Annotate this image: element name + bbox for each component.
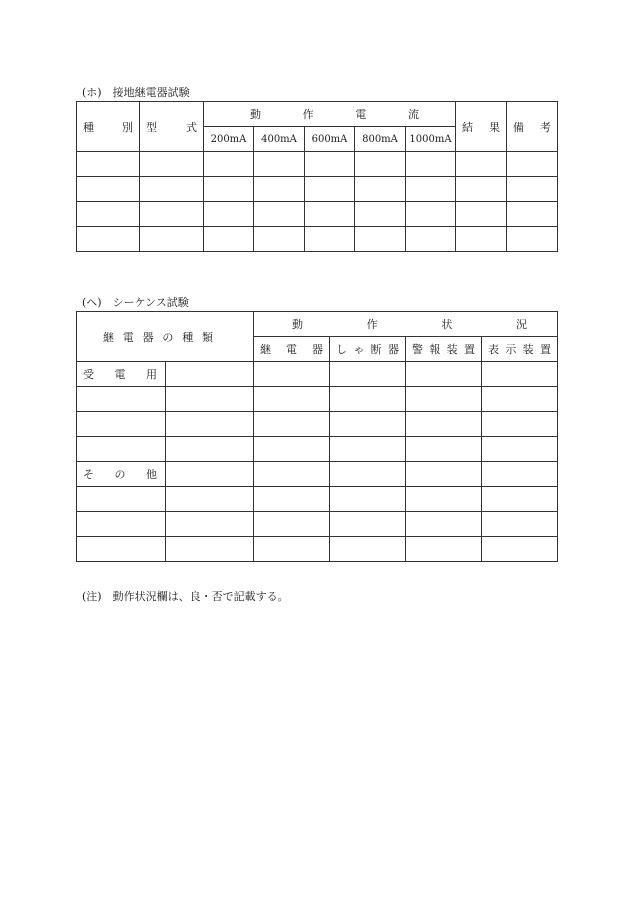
section-ho-title: (ホ) 接地継電器試験 xyxy=(82,86,190,99)
type-header: 種 別 xyxy=(77,102,140,152)
cell[interactable] xyxy=(166,537,254,562)
cell[interactable] xyxy=(406,437,482,462)
table-row xyxy=(77,202,558,227)
cell[interactable] xyxy=(254,387,330,412)
alarm-device-subheader: 警 報 装 置 xyxy=(406,337,482,362)
cell[interactable] xyxy=(507,227,558,252)
cell[interactable] xyxy=(77,202,140,227)
cell[interactable] xyxy=(254,537,330,562)
sequence-test-table xyxy=(76,311,558,562)
table-row xyxy=(77,537,558,562)
cell[interactable] xyxy=(166,412,254,437)
header-row xyxy=(77,102,558,127)
cell[interactable] xyxy=(330,437,406,462)
cell[interactable] xyxy=(77,437,166,462)
cell[interactable] xyxy=(254,227,305,252)
cell[interactable] xyxy=(166,362,254,387)
cell[interactable] xyxy=(482,487,558,512)
cell[interactable] xyxy=(77,412,166,437)
cell[interactable] xyxy=(406,462,482,487)
cell[interactable] xyxy=(482,437,558,462)
cell[interactable] xyxy=(482,362,558,387)
section-he-title: (ヘ) シーケンス試験 xyxy=(82,296,189,309)
cell[interactable] xyxy=(305,202,355,227)
cell[interactable] xyxy=(140,152,204,177)
cell[interactable] xyxy=(204,227,254,252)
cell[interactable] xyxy=(406,152,456,177)
cell[interactable] xyxy=(330,537,406,562)
table-row xyxy=(77,177,558,202)
cell[interactable] xyxy=(355,202,406,227)
table-row xyxy=(77,462,558,487)
cell[interactable] xyxy=(456,202,507,227)
cell[interactable] xyxy=(406,512,482,537)
remarks-header: 備 考 xyxy=(507,102,558,152)
cell[interactable] xyxy=(77,387,166,412)
cell[interactable] xyxy=(456,177,507,202)
cell[interactable] xyxy=(140,202,204,227)
cell[interactable] xyxy=(254,362,330,387)
cell[interactable] xyxy=(482,512,558,537)
relay-type-header: 継 電 器 の 種 類 xyxy=(77,312,254,362)
cell[interactable] xyxy=(406,202,456,227)
table-row xyxy=(77,387,558,412)
cell[interactable] xyxy=(204,152,254,177)
cell[interactable] xyxy=(456,152,507,177)
cell[interactable] xyxy=(406,177,456,202)
cell[interactable] xyxy=(507,177,558,202)
cell[interactable] xyxy=(330,362,406,387)
cell[interactable] xyxy=(482,537,558,562)
cell[interactable] xyxy=(166,387,254,412)
cell[interactable] xyxy=(254,512,330,537)
model-header: 型 式 xyxy=(140,102,204,152)
cell[interactable] xyxy=(166,462,254,487)
cell[interactable] xyxy=(166,512,254,537)
cell[interactable] xyxy=(254,152,305,177)
cell[interactable] xyxy=(456,227,507,252)
operating-current-header: 動 作 電 流 xyxy=(204,102,456,127)
cell[interactable] xyxy=(482,412,558,437)
ground-relay-test-table xyxy=(76,101,558,252)
cell[interactable] xyxy=(254,487,330,512)
cell[interactable] xyxy=(482,462,558,487)
breaker-subheader: し ゃ 断 器 xyxy=(330,337,406,362)
table-row xyxy=(77,227,558,252)
current-400ma: 400mA xyxy=(254,127,305,152)
receiving-group-label: 受 電 用 xyxy=(77,362,166,387)
cell[interactable] xyxy=(254,177,305,202)
table-row xyxy=(77,487,558,512)
cell[interactable] xyxy=(77,177,140,202)
cell[interactable] xyxy=(406,487,482,512)
cell[interactable] xyxy=(204,202,254,227)
cell[interactable] xyxy=(254,462,330,487)
cell[interactable] xyxy=(77,227,140,252)
cell[interactable] xyxy=(254,202,305,227)
cell[interactable] xyxy=(254,437,330,462)
cell[interactable] xyxy=(406,387,482,412)
cell[interactable] xyxy=(507,202,558,227)
cell[interactable] xyxy=(330,487,406,512)
other-group-label: そ の 他 xyxy=(77,462,166,487)
cell[interactable] xyxy=(166,437,254,462)
header-row xyxy=(77,312,558,337)
cell[interactable] xyxy=(166,487,254,512)
cell[interactable] xyxy=(355,227,406,252)
cell[interactable] xyxy=(406,227,456,252)
table-row xyxy=(77,362,558,387)
cell[interactable] xyxy=(330,387,406,412)
current-1000ma: 1000mA xyxy=(406,127,456,152)
table-row xyxy=(77,437,558,462)
cell[interactable] xyxy=(204,177,254,202)
cell[interactable] xyxy=(254,412,330,437)
table-row xyxy=(77,512,558,537)
cell[interactable] xyxy=(77,487,166,512)
current-600ma: 600mA xyxy=(305,127,355,152)
operation-status-header: 動 作 状 況 xyxy=(254,312,558,337)
cell[interactable] xyxy=(355,177,406,202)
cell[interactable] xyxy=(140,227,204,252)
result-header: 結 果 xyxy=(456,102,507,152)
cell[interactable] xyxy=(482,387,558,412)
cell[interactable] xyxy=(355,152,406,177)
cell[interactable] xyxy=(305,227,355,252)
cell[interactable] xyxy=(507,152,558,177)
cell[interactable] xyxy=(305,152,355,177)
cell[interactable] xyxy=(140,177,204,202)
cell[interactable] xyxy=(330,512,406,537)
cell[interactable] xyxy=(77,152,140,177)
cell[interactable] xyxy=(406,362,482,387)
cell[interactable] xyxy=(330,462,406,487)
cell[interactable] xyxy=(406,537,482,562)
table-row xyxy=(77,412,558,437)
cell[interactable] xyxy=(330,412,406,437)
current-800ma: 800mA xyxy=(355,127,406,152)
footnote: (注) 動作状況欄は、良・否で記載する。 xyxy=(82,590,289,603)
indicator-device-subheader: 表 示 装 置 xyxy=(482,337,558,362)
relay-subheader: 継 電 器 xyxy=(254,337,330,362)
cell[interactable] xyxy=(305,177,355,202)
current-200ma: 200mA xyxy=(204,127,254,152)
cell[interactable] xyxy=(77,537,166,562)
table-row xyxy=(77,152,558,177)
cell[interactable] xyxy=(77,512,166,537)
cell[interactable] xyxy=(406,412,482,437)
